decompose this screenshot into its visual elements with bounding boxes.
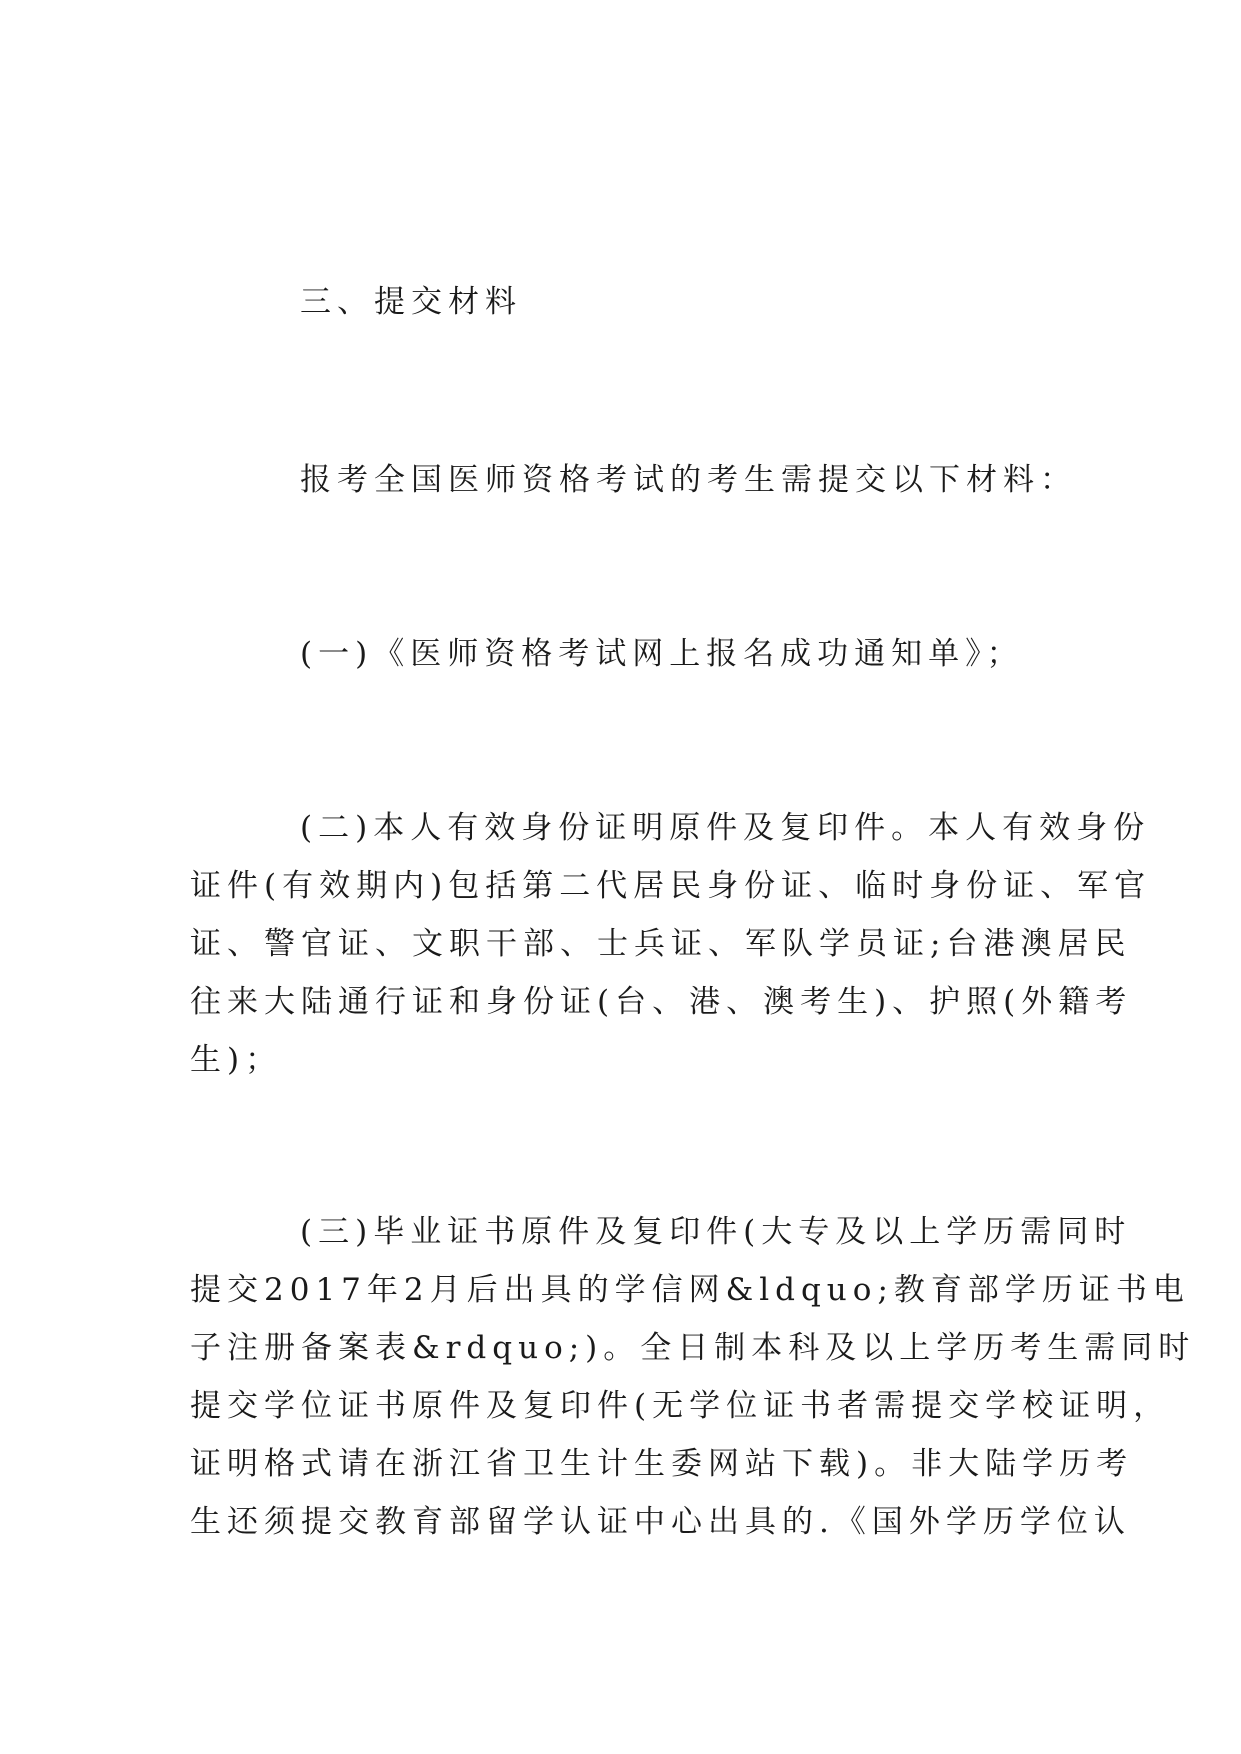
item-2-line-3: 证、警官证、文职干部、士兵证、军队学员证;台港澳居民 xyxy=(190,926,1132,962)
item-2-line-4: 往来大陆通行证和身份证(台、港、澳考生)、护照(外籍考 xyxy=(190,984,1133,1020)
item-3-line-3: 子注册备案表&rdquo;)。全日制本科及以上学历考生需同时 xyxy=(190,1330,1196,1366)
section-heading: 三、提交材料 xyxy=(300,284,522,320)
item-3-line-1: (三)毕业证书原件及复印件(大专及以上学历需同时 xyxy=(300,1214,1132,1250)
item-3-line-4: 提交学位证书原件及复印件(无学位证书者需提交学校证明， xyxy=(190,1388,1171,1424)
item-1-line-1: (一)《医师资格考试网上报名成功通知单》； xyxy=(300,636,1024,672)
item-2-line-1: (二)本人有效身份证明原件及复印件。本人有效身份 xyxy=(300,810,1151,846)
item-3-line-2: 提交2017年2月后出具的学信网&ldquo;教育部学历证书电 xyxy=(190,1272,1190,1308)
item-3-line-5: 证明格式请在浙江省卫生计生委网站下载)。非大陆学历考 xyxy=(190,1446,1134,1482)
intro-paragraph: 报考全国医师资格考试的考生需提交以下材料： xyxy=(300,462,1077,498)
item-2-line-2: 证件(有效期内)包括第二代居民身份证、临时身份证、军官 xyxy=(190,868,1152,904)
item-2-line-5: 生)； xyxy=(190,1042,283,1078)
item-3-line-6: 生还须提交教育部留学认证中心出具的.《国外学历学位认 xyxy=(190,1504,1131,1540)
